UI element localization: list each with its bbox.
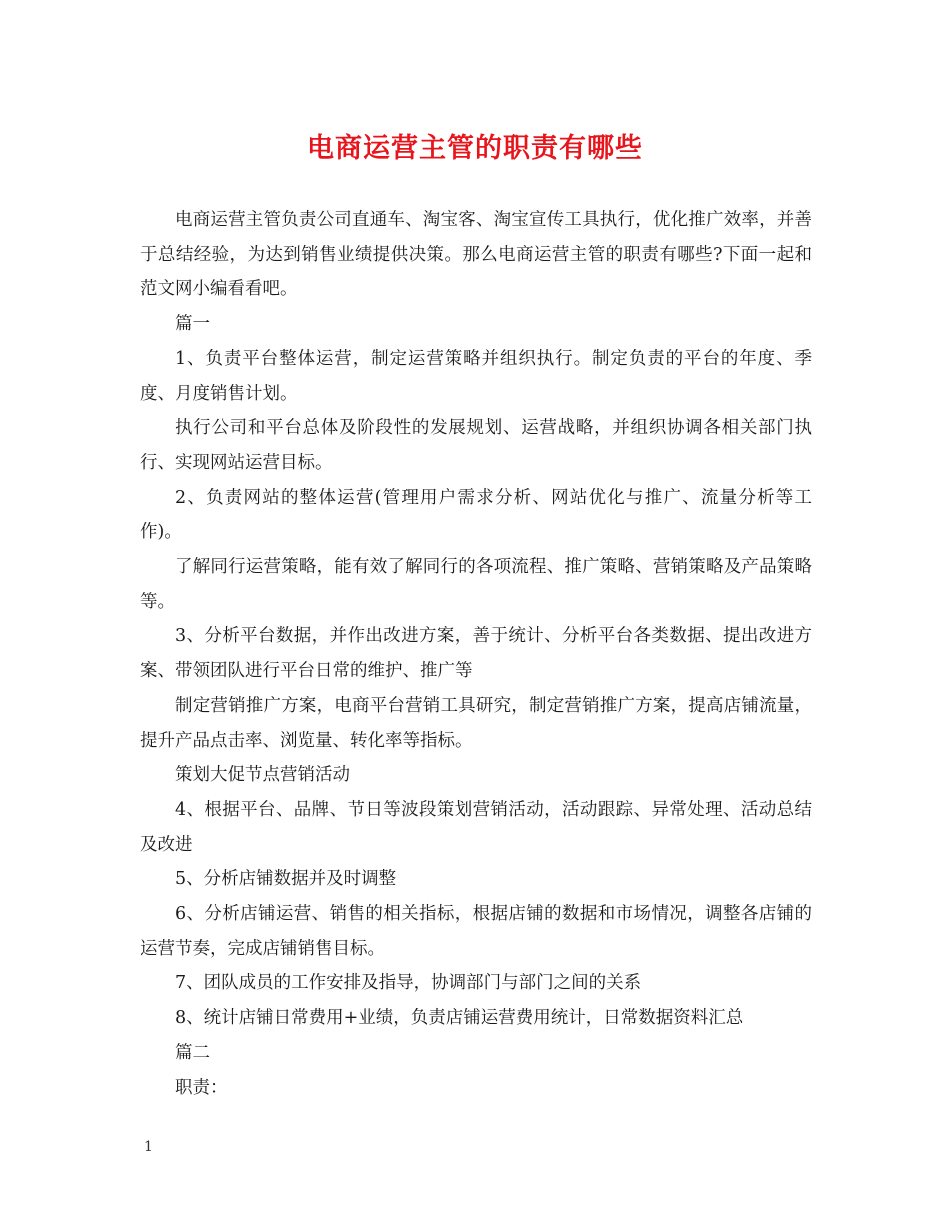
paragraph-item-8: 8、统计店铺日常费用+业绩，负责店铺运营费用统计，日常数据资料汇总 (175, 1008, 744, 1029)
page-number: 1 (144, 1139, 153, 1155)
paragraph-item-2: 2、负责网站的整体运营(管理用户需求分析、网站优化与推广、流量分析等工作)。 (140, 487, 812, 543)
paragraph: 制定营销推广方案，电商平台营销工具研究，制定营销推广方案，提高店铺流量，提升产品点击率、浏览量、转化率等指标。 (140, 695, 812, 751)
paragraph-duties-label: 职责： (175, 1077, 228, 1098)
paragraph-item-1: 1、负责平台整体运营，制定运营策略并组织执行。制定负责的平台的年度、季度、月度销售计划。 (140, 348, 812, 404)
section-heading-part-two: 篇二 (175, 1042, 210, 1063)
paragraph-item-4: 4、根据平台、品牌、节日等波段策划营销活动，活动跟踪、异常处理、活动总结及改进 (140, 799, 812, 855)
paragraph-item-5: 5、分析店铺数据并及时调整 (175, 869, 397, 890)
document-title: 电商运营主管的职责有哪些 (307, 133, 643, 164)
paragraph-item-3: 3、分析平台数据，并作出改进方案，善于统计、分析平台各类数据、提出改进方案、带领团队进行平台日常的维护、推广等 (140, 626, 812, 682)
document-body (140, 203, 812, 1105)
paragraph-item-6: 6、分析店铺运营、销售的相关指标，根据店铺的数据和市场情况，调整各店铺的运营节奏，完成店铺销售目标。 (140, 904, 812, 959)
paragraph-intro: 电商运营主管负责公司直通车、淘宝客、淘宝宣传工具执行，优化推广效率，并善于总结经验，为达到销售业绩提供决策。那么电商运营主管的职责有哪些?下面一起和范文网小编看看吧。 (140, 210, 812, 300)
section-heading-part-one: 篇一 (175, 314, 210, 335)
paragraph: 执行公司和平台总体及阶段性的发展规划、运营战略，并组织协调各相关部门执行、实现网站运营目标。 (140, 418, 812, 473)
paragraph: 策划大促节点营销活动 (175, 765, 350, 786)
paragraph-item-7: 7、团队成员的工作安排及指导，协调部门与部门之间的关系 (175, 973, 642, 994)
paragraph: 了解同行运营策略，能有效了解同行的各项流程、推广策略、营销策略及产品策略等。 (140, 557, 812, 612)
